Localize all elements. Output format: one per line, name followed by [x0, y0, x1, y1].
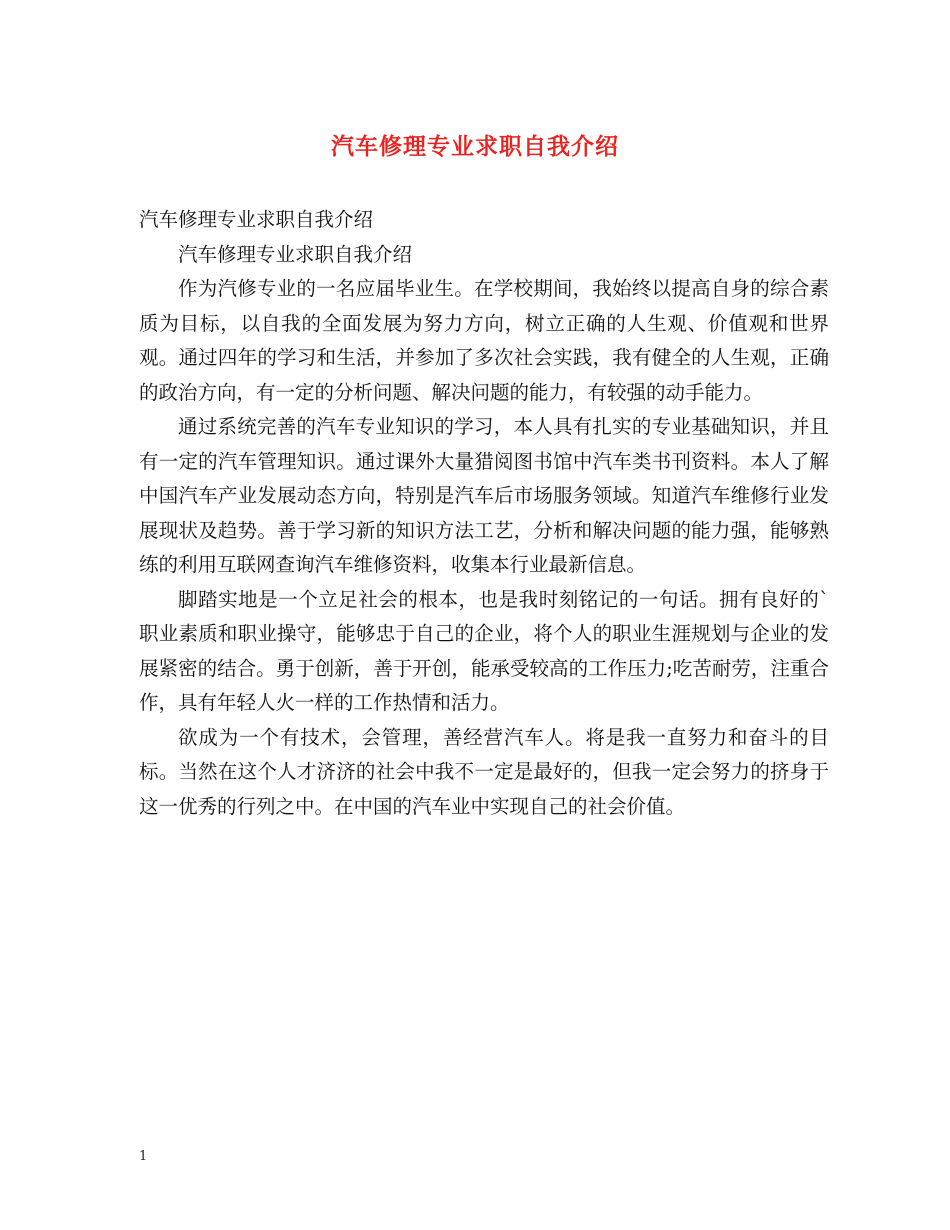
- paragraph-career-goal: 欲成为一个有技术，会管理，善经营汽车人。将是我一直努力和奋斗的目标。当然在这个人才济济的社会中我不一定是最好的，但我一定会努力的挤身于这一优秀的行列之中。在中国的汽车业中实现自己的社会价值。: [139, 725, 829, 818]
- body-heading-line: 汽车修理专业求职自我介绍: [139, 208, 374, 231]
- body-subheading-line: 汽车修理专业求职自我介绍: [178, 242, 413, 266]
- paragraph-work-attitude: 脚踏实地是一个立足社会的根本，也是我时刻铭记的一句话。拥有良好的`职业素质和职业操守，能够忠于自己的企业，将个人的职业生涯规划与企业的发展紧密的结合。勇于创新，善于开创，能承受较高的工作压力;吃苦耐劳，注重合作，具有年轻人火一样的工作热情和活力。: [139, 587, 829, 714]
- paragraph-introduction: 作为汽修专业的一名应届毕业生。在学校期间，我始终以提高自身的综合素质为目标，以自我的全面发展为努力方向，树立正确的人生观、价值观和世界观。通过四年的学习和生活，并参加了多次社会实践，我有健全的人生观，正确的政治方向，有一定的分析问题、解决问题的能力，有较强的动手能力。: [139, 277, 829, 404]
- document-body: [139, 203, 829, 824]
- document-title: 汽车修理专业求职自我介绍: [331, 133, 619, 160]
- paragraph-professional-knowledge: 通过系统完善的汽车专业知识的学习，本人具有扎实的专业基础知识，并且有一定的汽车管理知识。通过课外大量猎阅图书馆中汽车类书刊资料。本人了解中国汽车产业发展动态方向，特别是汽车后市场服务领域。知道汽车维修行业发展现状及趋势。善于学习新的知识方法工艺，分析和解决问题的能力强，能够熟练的利用互联网查询汽车维修资料，收集本行业最新信息。: [139, 415, 829, 576]
- page-number: 1: [139, 1149, 148, 1164]
